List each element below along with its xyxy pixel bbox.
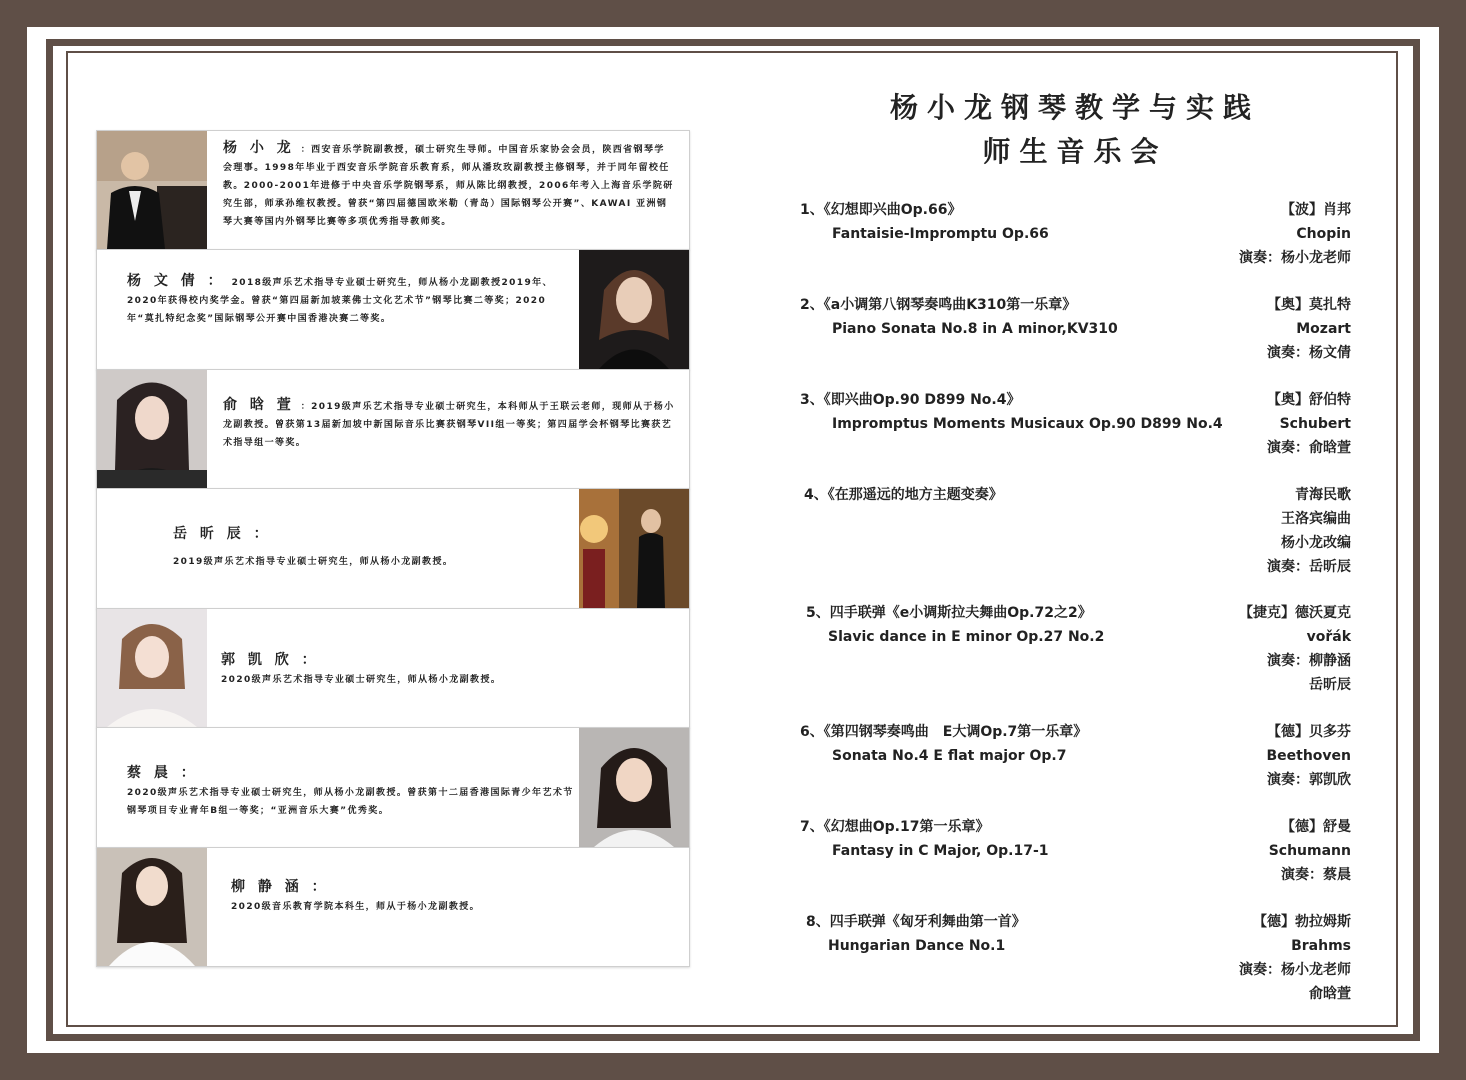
program-item-subtitle: Fantaisie-Impromptu Op.66 xyxy=(832,226,1049,242)
profile-name: 岳 昕 辰 ： xyxy=(173,526,272,542)
program-item-subtitle: Fantasy in C Major, Op.17-1 xyxy=(832,843,1049,859)
profile-card xyxy=(96,249,690,370)
program-item-title: 3、《即兴曲Op.90 D899 No.4》 xyxy=(800,392,1021,408)
program-item-title: 1、《幻想即兴曲Op.66》 xyxy=(800,202,962,218)
program-item-subtitle: Slavic dance in E minor Op.27 No.2 xyxy=(828,629,1105,645)
program-item-title: 5、四手联弹《e小调斯拉夫舞曲Op.72之2》 xyxy=(806,605,1092,621)
profile-card xyxy=(96,727,690,848)
profile-name: 郭 凯 欣 ： xyxy=(221,652,320,668)
program-item-title: 7、《幻想曲Op.17第一乐章》 xyxy=(800,819,990,835)
profile-name: 蔡 晨 ： xyxy=(127,765,199,781)
profile-card xyxy=(96,369,690,489)
concert-title: 杨小龙钢琴教学与实践 xyxy=(889,91,1260,124)
profile-bio: 2020级声乐艺术指导专业硕士研究生，师从杨小龙副教授。 xyxy=(221,675,502,685)
program-item-credits: 【德】勃拉姆斯 Brahms 演奏：杨小龙老师 俞晗萱 xyxy=(1239,914,1351,1002)
portrait-photo xyxy=(97,609,207,727)
program-item-subtitle: Impromptus Moments Musicaux Op.90 D899 No.4 xyxy=(832,416,1223,432)
program-item-credits: 【捷克】德沃夏克 vořák 演奏：柳静涵 岳昕辰 xyxy=(1239,605,1351,693)
profile-bio: ：2019级声乐艺术指导专业硕士研究生，本科师从于王联云老师，现师从于杨小龙副教授。曾获第13届新加坡中新国际音乐比赛获钢琴VII组一等奖；第四届学会杯钢琴比赛获艺术指导组一等奖。 xyxy=(223,402,675,448)
program-item-subtitle: Hungarian Dance No.1 xyxy=(828,938,1006,954)
concert-subtitle: 师生音乐会 xyxy=(982,135,1168,168)
profile-bio: 2018级声乐艺术指导专业硕士研究生，师从杨小龙副教授2019年、2020年获得校内奖学金。曾获“第四届新加坡莱佛士文化艺术节”钢琴比赛二等奖；2020年“莫扎特纪念奖”国际钢琴公开赛中国香港决赛二等奖。 xyxy=(127,278,553,324)
profile-bio: 2020级声乐艺术指导专业硕士研究生，师从杨小龙副教授。曾获第十二届香港国际青少年艺术节钢琴项目专业青年B组一等奖；“亚洲音乐大赛”优秀奖。 xyxy=(127,788,574,816)
profile-name: 杨 文 倩 ： xyxy=(127,273,226,289)
profile-card xyxy=(96,130,690,250)
profile-bio: 2020级音乐教育学院本科生，师从于杨小龙副教授。 xyxy=(231,902,481,912)
program-item-credits: 【德】舒曼 Schumann 演奏：蔡晨 xyxy=(1268,819,1351,883)
program-item-credits: 【奥】舒伯特 Schubert 演奏：俞晗萱 xyxy=(1267,392,1351,456)
program-item-credits: 【奥】莫扎特 Mozart 演奏：杨文倩 xyxy=(1267,297,1351,361)
profile-card xyxy=(96,488,690,609)
portrait-photo xyxy=(579,728,689,847)
program-item-title: 8、四手联弹《匈牙利舞曲第一首》 xyxy=(806,914,1026,930)
profile-name: 俞 晗 萱 xyxy=(223,397,295,413)
portrait-photo xyxy=(97,370,207,488)
program-item-credits: 【波】肖邦 Chopin 演奏：杨小龙老师 xyxy=(1239,202,1351,266)
profile-card xyxy=(96,608,690,728)
profile-bio: 2019级声乐艺术指导专业硕士研究生，师从杨小龙副教授。 xyxy=(173,557,454,567)
program-item-subtitle: Sonata No.4 E flat major Op.7 xyxy=(832,748,1067,764)
program-item-title: 6、《第四钢琴奏鸣曲 E大调Op.7第一乐章》 xyxy=(800,724,1088,740)
profile-name: 杨 小 龙 xyxy=(223,140,295,156)
program-item-credits: 青海民歌 王洛宾编曲 杨小龙改编 演奏：岳昕辰 xyxy=(1267,487,1351,575)
portrait-photo xyxy=(579,489,689,608)
profile-bio: ：西安音乐学院副教授，硕士研究生导师。中国音乐家协会会员，陕西省钢琴学会理事。1998年毕业于西安音乐学院音乐教育系，师从潘玫玫副教授主修钢琴，并于同年留校任教。2000-2001年进修于中央音乐学院钢琴系，师从陈比纲教授，2006年考入上海音乐学院研究生部，师承孙维权教授。曾获“第四届德国欧米勒（青岛）国际钢琴公开赛”、KAWAI 亚洲钢琴大赛等国内外钢琴比赛等多项优秀指导教师奖。 xyxy=(223,145,674,227)
program-item-title: 4、《在那遥远的地方主题变奏》 xyxy=(804,487,1003,503)
profile-name: 柳 静 涵 ： xyxy=(231,879,330,895)
profile-column xyxy=(96,130,690,966)
portrait-photo xyxy=(579,250,689,369)
program-item-credits: 【德】贝多芬 Beethoven 演奏：郭凯欣 xyxy=(1266,724,1351,788)
portrait-photo xyxy=(97,848,207,966)
portrait-photo xyxy=(97,131,207,249)
program-item-title: 2、《a小调第八钢琴奏鸣曲K310第一乐章》 xyxy=(800,297,1077,313)
profile-card xyxy=(96,847,690,967)
program-item-subtitle: Piano Sonata No.8 in A minor,KV310 xyxy=(832,321,1118,337)
